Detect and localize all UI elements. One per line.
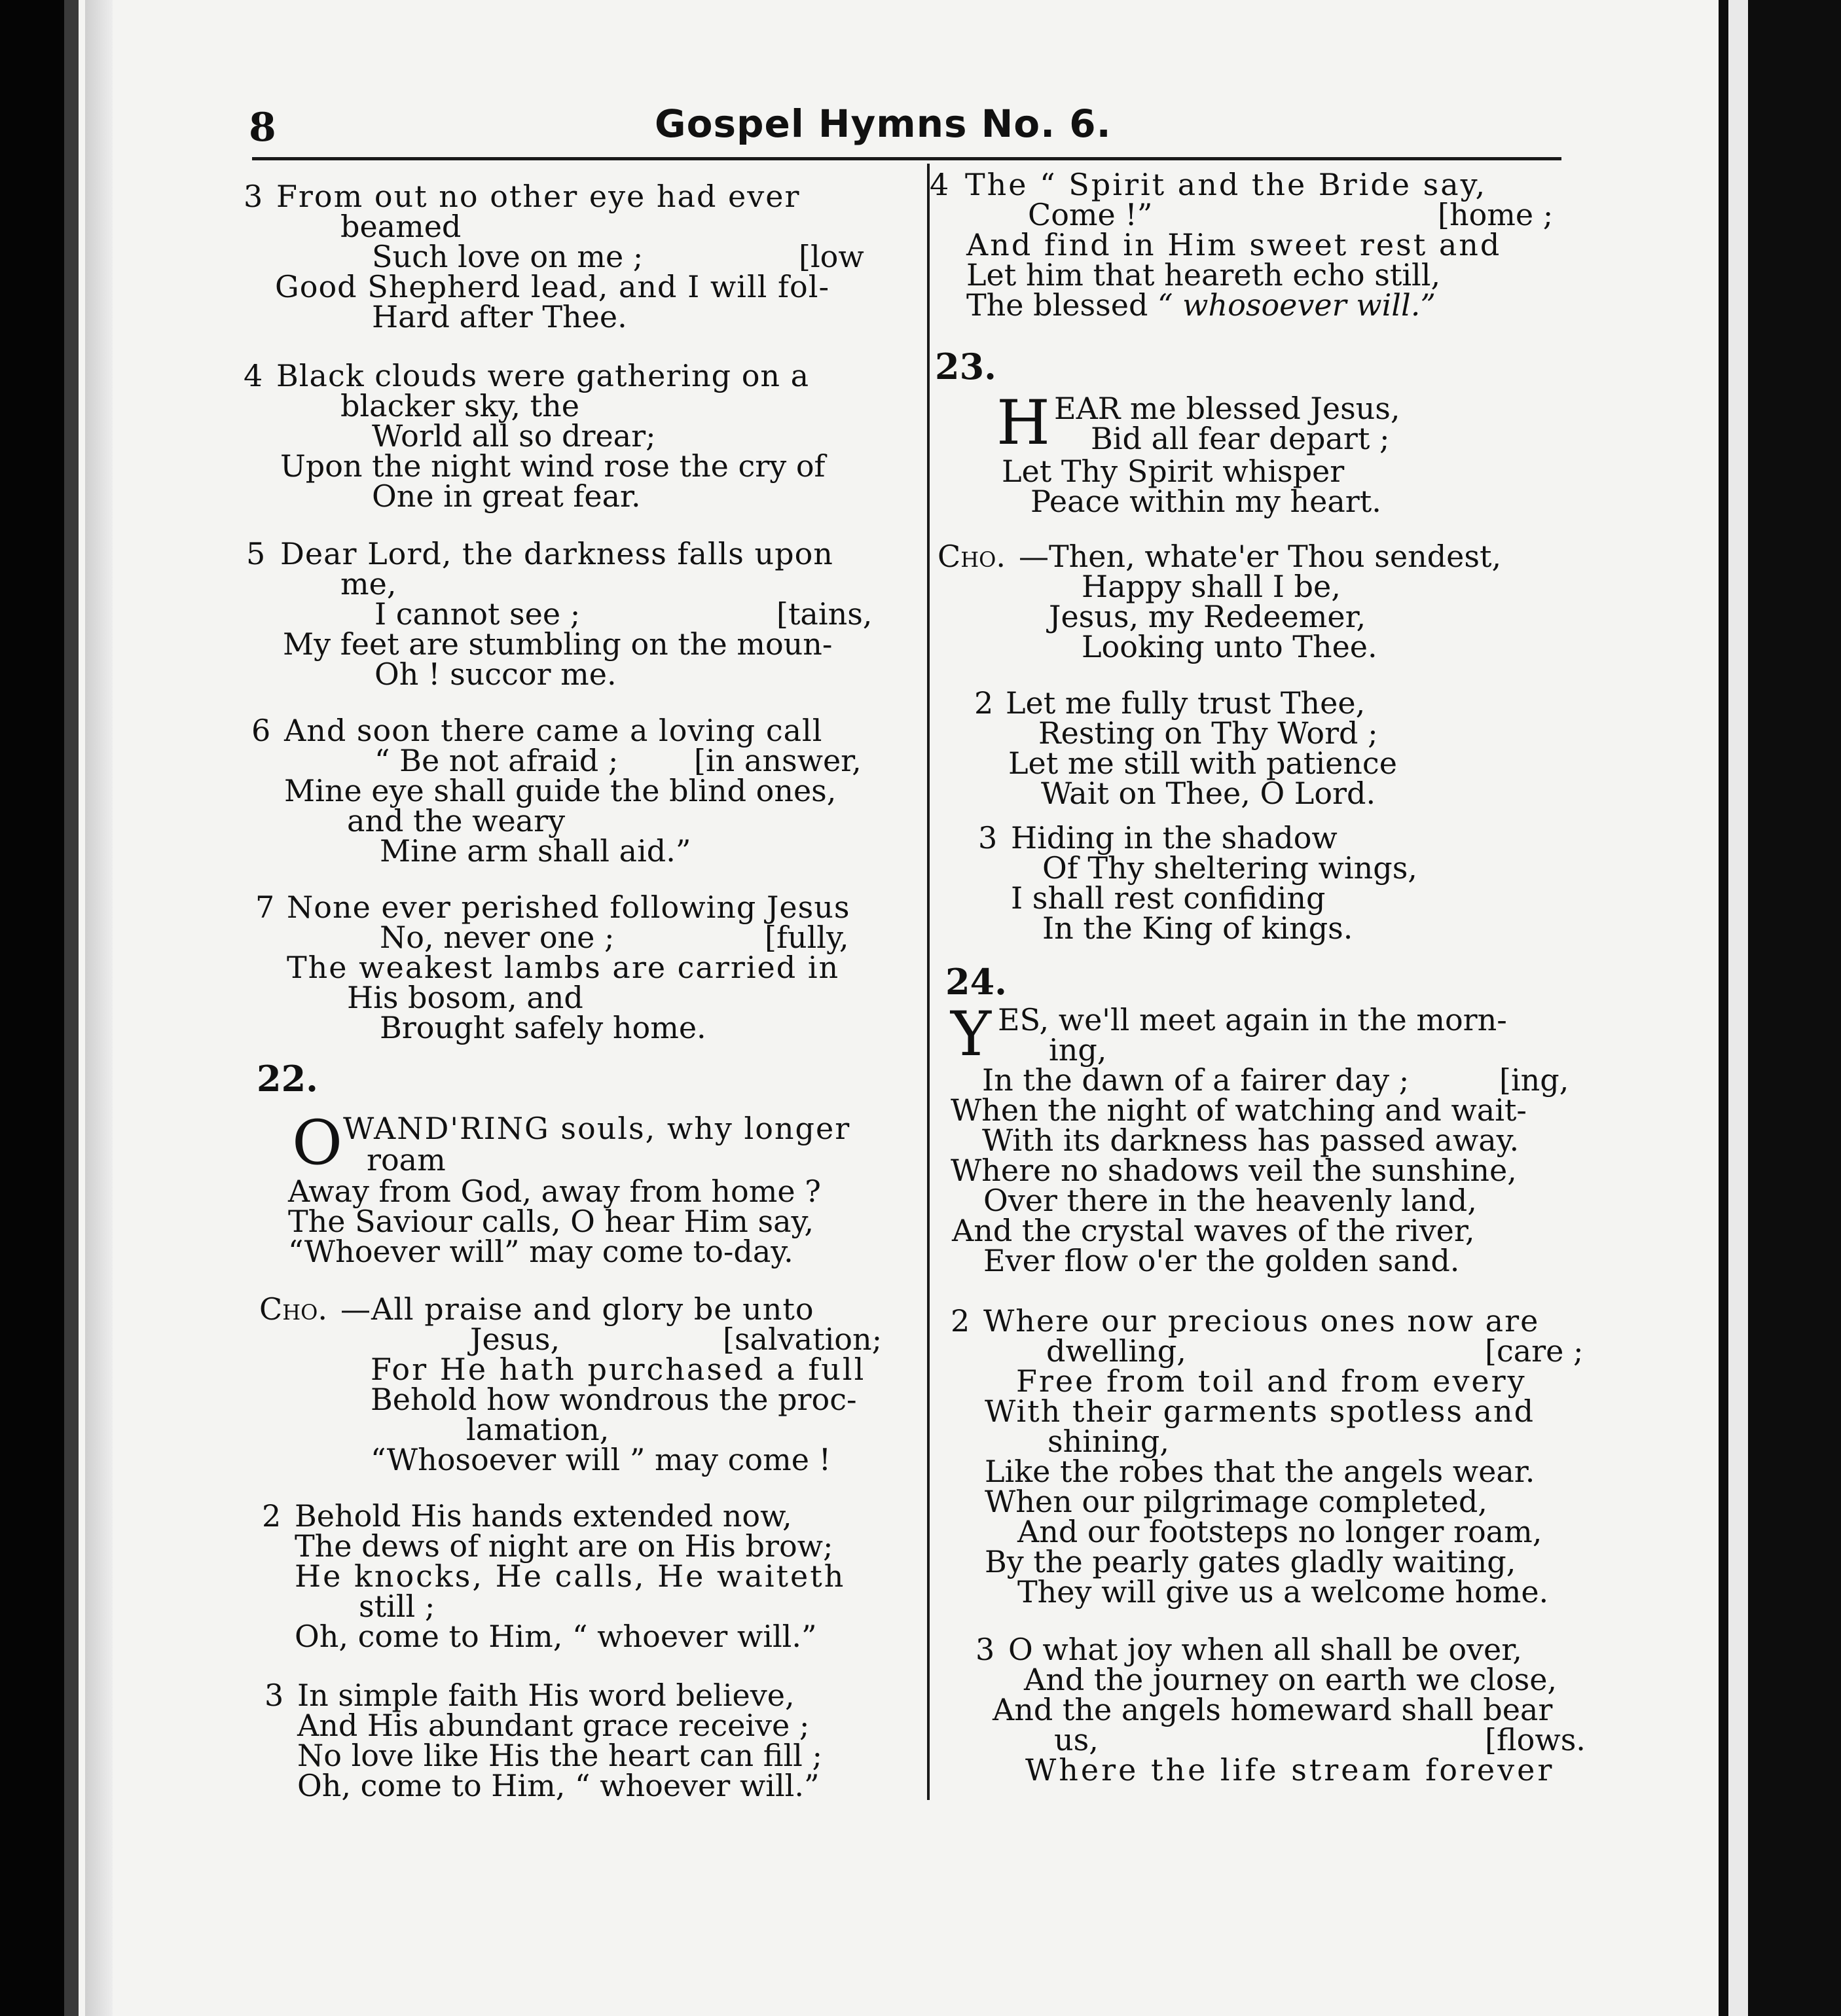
hymn-line: Mine eye shall guide the blind ones,	[284, 773, 837, 808]
chorus-line-carry: [salvation;	[723, 1322, 883, 1357]
verse-number: 3	[978, 820, 998, 855]
verse-number: 2	[951, 1303, 970, 1339]
hymn-line: Resting on Thy Word ;	[1038, 715, 1378, 751]
hymn-line: Good Shepherd lead, and I will fol-	[275, 269, 829, 304]
hymn-line: The weakest lambs are carried in	[287, 950, 840, 985]
hymn-line: He knocks, He calls, He waiteth	[295, 1558, 846, 1594]
hymn-line: Where our precious ones now are	[983, 1303, 1540, 1339]
hymn-line-text: The blessed	[966, 287, 1158, 323]
hymn-line: Free from toil and from every	[1016, 1363, 1527, 1399]
verse-number: 4	[244, 358, 263, 393]
hymn-line: And soon there came a loving call	[284, 713, 823, 748]
chorus-line: —All praise and glory be unto	[340, 1291, 814, 1327]
hymn-line-carry: [in answer,	[694, 743, 862, 778]
hymn-line: roam	[367, 1142, 446, 1178]
hymn-line: Behold His hands extended now,	[295, 1498, 792, 1534]
hymn-line: Over there in the heavenly land,	[983, 1183, 1477, 1218]
hymn-line: Hiding in the shadow	[1011, 820, 1338, 855]
verse-number: 3	[975, 1632, 995, 1667]
hymn-line-carry: [home ;	[1438, 197, 1554, 232]
hymn-line: ing,	[1049, 1032, 1107, 1068]
scan-left-edge	[64, 0, 79, 2016]
hymn-line-carry: [fully,	[765, 920, 849, 955]
hymn-line: blacker sky, the	[340, 388, 579, 423]
page-title: Gospel Hymns No. 6.	[655, 101, 1112, 146]
hymn-line: still ;	[359, 1589, 435, 1624]
hymn-line-emphasis: “ whosoever will.”	[1157, 287, 1436, 323]
hymn-line: And the crystal waves of the river,	[952, 1213, 1475, 1248]
hymn-line: No, never one ;	[380, 920, 615, 955]
hymn-line-carry: [care ;	[1485, 1333, 1584, 1369]
hymn-line: Let me still with patience	[1008, 746, 1397, 781]
page-gutter	[85, 0, 113, 2016]
hymn-line: From out no other eye had ever	[276, 179, 801, 214]
hymn-line: Come !”	[1028, 197, 1153, 232]
hymn-line: In simple faith His word believe,	[297, 1678, 795, 1713]
chorus-label: Cho.	[259, 1291, 327, 1327]
hymn-line: The dews of night are on His brow;	[295, 1528, 833, 1564]
hymn-line: His bosom, and	[347, 980, 583, 1015]
hymn-line-carry: [low	[799, 239, 864, 274]
verse-number: 7	[255, 890, 275, 925]
hymn-line: Like the robes that the angels wear.	[985, 1454, 1535, 1489]
chorus-line: Jesus,	[470, 1322, 560, 1357]
drop-cap: H	[996, 387, 1050, 459]
hymn-line: shining,	[1048, 1424, 1169, 1459]
chorus-line: Happy shall I be,	[1082, 569, 1341, 604]
hymn-line: Ever flow o'er the golden sand.	[983, 1243, 1460, 1278]
hymn-line: Where the life stream forever	[1025, 1752, 1555, 1788]
hymn-line: Oh ! succor me.	[374, 657, 617, 692]
hymn-number: 22.	[257, 1058, 318, 1100]
hymn-line: “ Be not afraid ;	[374, 743, 619, 778]
hymn-line: Brought safely home.	[380, 1010, 706, 1045]
chorus-line: Jesus, my Redeemer,	[1049, 599, 1366, 634]
hymn-line: None ever perished following Jesus	[287, 890, 850, 925]
drop-cap: O	[292, 1107, 343, 1179]
chorus-line: Behold how wondrous the proc-	[371, 1382, 857, 1417]
hymn-line: And our footsteps no longer roam,	[1017, 1514, 1542, 1549]
hymn-line: Hard after Thee.	[372, 299, 627, 334]
hymn-line: dwelling,	[1046, 1333, 1186, 1369]
chorus-line: lamation,	[466, 1412, 610, 1447]
hymn-line: Wait on Thee, O Lord.	[1041, 776, 1376, 811]
hymn-line: And find in Him sweet rest and	[966, 227, 1502, 262]
hymn-line: By the pearly gates gladly waiting,	[985, 1544, 1516, 1579]
hymn-line: With their garments spotless and	[985, 1394, 1535, 1429]
hymn-line: me,	[340, 566, 397, 602]
hymn-line: And the journey on earth we close,	[1024, 1662, 1558, 1697]
hymn-line: Dear Lord, the darkness falls upon	[280, 536, 833, 571]
chorus-line: —Then, whate'er Thou sendest,	[1019, 539, 1502, 574]
hymn-number: 24.	[945, 961, 1007, 1003]
hymn-line: ES, we'll meet again in the morn-	[998, 1002, 1507, 1037]
hymn-line: Where no shadows veil the sunshine,	[951, 1153, 1517, 1188]
hymn-line: Black clouds were gathering on a	[276, 358, 810, 393]
hymn-line: and the weary	[347, 803, 566, 838]
verse-number: 3	[244, 179, 263, 214]
hymn-line: One in great fear.	[372, 478, 641, 514]
drop-cap: Y	[951, 999, 992, 1070]
hymn-line: My feet are stumbling on the moun-	[283, 626, 833, 662]
hymn-line: Mine arm shall aid.”	[380, 833, 691, 869]
header-rule	[252, 157, 1561, 160]
hymn-line: Such love on me ;	[372, 239, 644, 274]
hymn-line: Upon the night wind rose the cry of	[280, 448, 826, 484]
verse-number: 6	[251, 713, 271, 748]
hymn-line-carry: [flows.	[1485, 1722, 1586, 1757]
hymn-number: 23.	[935, 346, 996, 387]
hymn-line: I shall rest confiding	[1011, 880, 1326, 916]
hymn-line: Oh, come to Him, “ whoever will.”	[295, 1619, 817, 1654]
verse-number: 3	[264, 1678, 284, 1713]
hymn-line: Oh, come to Him, “ whoever will.”	[297, 1768, 820, 1803]
hymn-line: us,	[1054, 1722, 1099, 1757]
verse-number: 2	[262, 1498, 282, 1534]
hymn-line: And the angels homeward shall bear	[993, 1692, 1553, 1727]
hymn-line: O what joy when all shall be over,	[1008, 1632, 1522, 1667]
hymn-line: Peace within my heart.	[1030, 484, 1381, 519]
hymn-line: I cannot see ;	[374, 596, 581, 632]
verse-number: 5	[246, 536, 266, 571]
chorus-label: Cho.	[938, 539, 1006, 574]
hymn-line: The Saviour calls, O hear Him say,	[288, 1204, 814, 1239]
hymn-line: No love like His the heart can fill ;	[297, 1738, 822, 1773]
hymn-line: beamed	[340, 209, 462, 244]
hymn-line: And His abundant grace receive ;	[297, 1708, 810, 1743]
hymn-line: The “ Spirit and the Bride say,	[965, 167, 1487, 202]
hymn-line: Let him that heareth echo still,	[966, 257, 1441, 293]
hymn-line	[966, 289, 1436, 321]
hymn-line: World all so drear;	[372, 418, 656, 454]
verse-number: 4	[930, 167, 949, 202]
chorus-line: “Whosoever will ” may come !	[371, 1442, 831, 1477]
hymn-line: Of Thy sheltering wings,	[1042, 850, 1417, 886]
hymn-line: When the night of watching and wait-	[951, 1092, 1527, 1128]
hymn-line: Let me fully trust Thee,	[1006, 685, 1366, 721]
hymn-line-carry: [ing,	[1499, 1062, 1569, 1098]
hymn-line: They will give us a welcome home.	[1017, 1574, 1549, 1610]
page-number: 8	[249, 105, 276, 151]
hymn-line: Bid all fear depart ;	[1091, 421, 1390, 456]
chorus-line: Looking unto Thee.	[1082, 629, 1377, 664]
column-divider	[927, 164, 930, 1800]
chorus-line: For He hath purchased a full	[371, 1352, 866, 1387]
scan-left-border	[0, 0, 64, 2016]
hymn-line: WAND'RING souls, why longer	[343, 1111, 851, 1146]
hymn-line: With its darkness has passed away.	[982, 1123, 1520, 1158]
hymn-line: Let Thy Spirit whisper	[1002, 454, 1345, 489]
hymn-line: “Whoever will” may come to-day.	[288, 1234, 793, 1269]
hymn-line-carry: [tains,	[776, 596, 873, 632]
hymn-line: Away from God, away from home ?	[288, 1174, 821, 1209]
hymn-line: In the King of kings.	[1042, 910, 1353, 946]
hymn-line: In the dawn of a fairer day ;	[982, 1062, 1410, 1098]
verse-number: 2	[974, 685, 994, 721]
hymn-line: When our pilgrimage completed,	[985, 1484, 1487, 1519]
hymn-line: EAR me blessed Jesus,	[1054, 391, 1400, 426]
next-page-edge	[1728, 0, 1748, 2016]
